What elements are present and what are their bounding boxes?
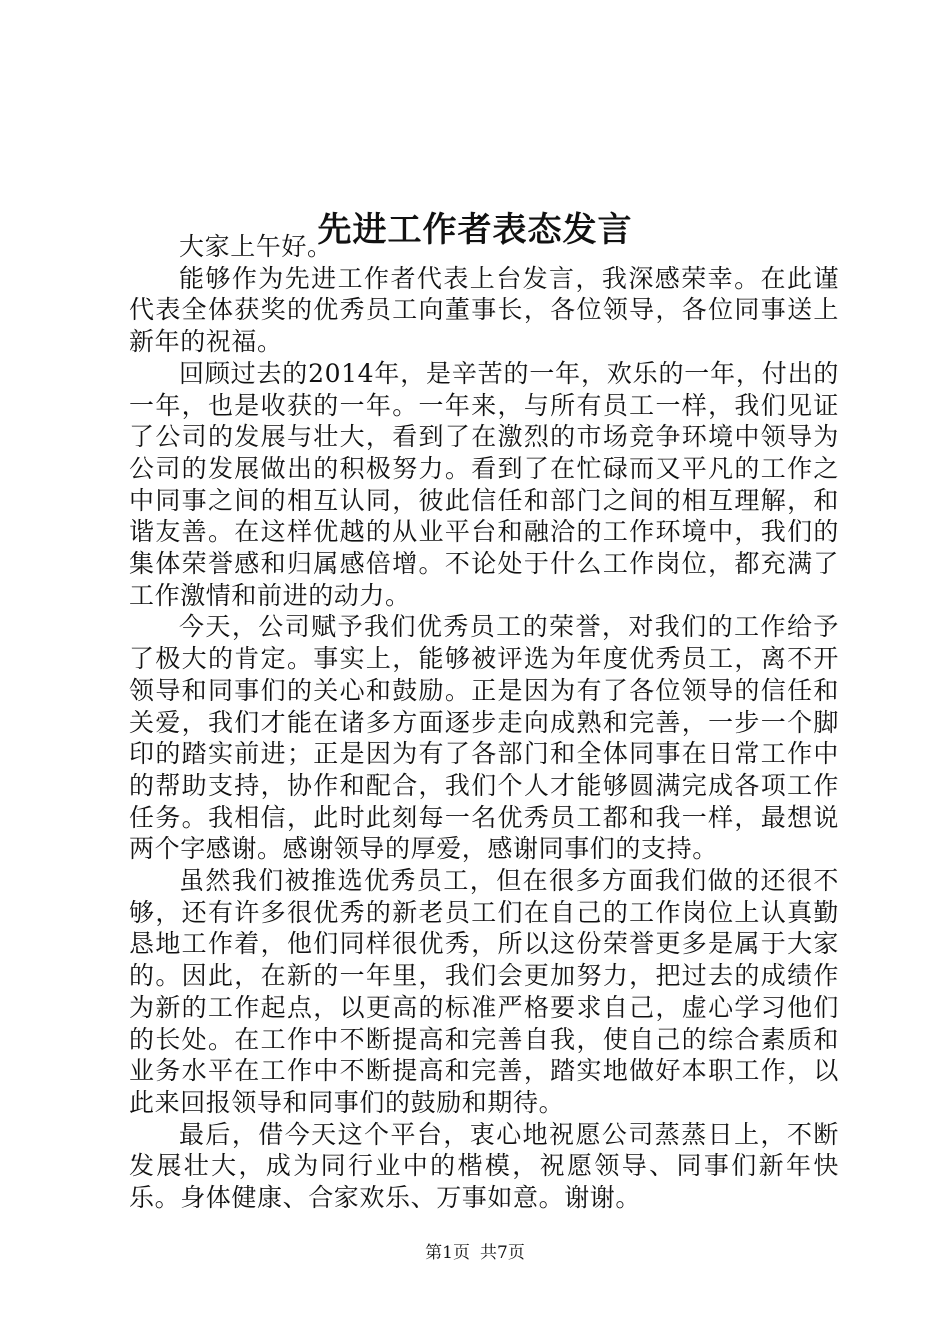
paragraph-gratitude: 今天，公司赋予我们优秀员工的荣誉，对我们的工作给予了极大的肯定。事实上，能够被评选为年度优秀员工，离不开领导和同事们的关心和鼓励。正是因为有了各位领导的信任和关爱，我们才能在诸多方面逐步走向成熟和完善，一步一个脚印的踏实前进；正是因为有了各部门和全体同事在日常工作中的帮助支持，协作和配合，我们个人才能够圆满完成各项工作任务。我相信，此时此刻每一名优秀员工都和我一样，最想说两个字感谢。感谢领导的厚爱，感谢同事们的支持。 <box>129 612 839 864</box>
paragraph-commitment: 虽然我们被推选优秀员工，但在很多方面我们做的还很不够，还有许多很优秀的新老员工们在自己的工作岗位上认真勤恳地工作着，他们同样很优秀，所以这份荣誉更多是属于大家的。因此，在新的一年里，我们会更加努力，把过去的成绩作为新的工作起点，以更高的标准严格要求自己，虚心学习他们的长处。在工作中不断提高和完善自我，使自己的综合素质和业务水平在工作中不断提高和完善，踏实地做好本职工作，以此来回报领导和同事们的鼓励和期待。 <box>129 866 839 1117</box>
paragraph-review: 回顾过去的2014年，是辛苦的一年，欢乐的一年，付出的一年，也是收获的一年。一年来，与所有员工一样，我们见证了公司的发展与壮大，看到了在激烈的市场竞争环境中领导为公司的发展做出的积极努力。看到了在忙碌而又平凡的工作之中同事之间的相互认同，彼此信任和部门之间的相互理解，和谐友善。在这样优越的从业平台和融洽的工作环境中，我们的集体荣誉感和归属感倍增。不论处于什么工作岗位，都充满了工作激情和前进的动力。 <box>129 358 839 610</box>
document-title: 先进工作者表态发言 <box>317 209 633 250</box>
paragraph-honor: 能够作为先进工作者代表上台发言，我深感荣幸。在此谨代表全体获奖的优秀员工向董事长，各位领导，各位同事送上新年的祝福。 <box>129 263 839 357</box>
page-footer <box>0 1241 950 1265</box>
page-number-current: 第1页 <box>425 1243 470 1263</box>
paragraph-greeting: 大家上午好。 <box>179 232 333 261</box>
document-body <box>129 231 839 1214</box>
paragraph-closing: 最后，借今天这个平台，衷心地祝愿公司蒸蒸日上，不断发展壮大，成为同行业中的楷模，祝愿领导、同事们新年快乐。身体健康、合家欢乐、万事如意。谢谢。 <box>129 1119 839 1213</box>
page-number-total: 共7页 <box>480 1243 525 1263</box>
